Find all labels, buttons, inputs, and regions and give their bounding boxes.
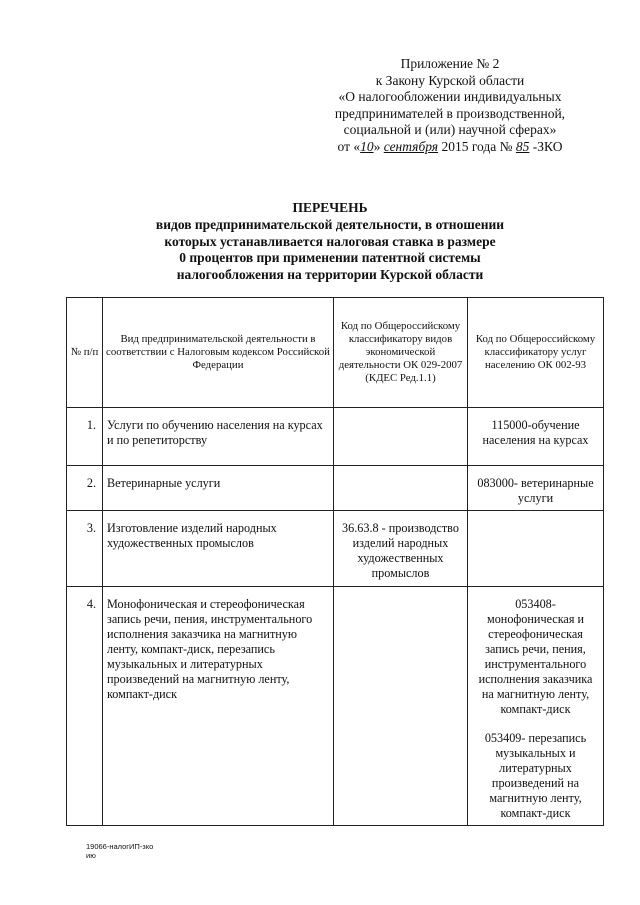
appendix-date-line [300, 139, 600, 156]
appendix-line: предпринимателей в производственной, [334, 105, 566, 121]
row-okun: 083000- ветеринарные услуги [468, 466, 604, 511]
appendix-block [300, 56, 600, 156]
row-okun [468, 511, 604, 587]
title-line: которых устанавливается налоговая ставка в размере [164, 233, 496, 249]
row-num: 3. [67, 511, 103, 587]
header-okun: Код по Общероссийскому классификатору услуг населению ОК 002-93 [468, 298, 604, 408]
row-activity: Монофоническая и стереофоническая запись речи, пения, инструментального исполнения заказчика на магнитную ленту, компакт-диск, перезапись музыкальных и литературных произведений на магнитную ленту, компакт-диск [103, 587, 334, 826]
table-header-row [67, 298, 604, 408]
activities-table [66, 297, 604, 826]
document-title [80, 200, 580, 284]
header-activity: Вид предпринимательской деятельности в соответствии с Налоговым кодексом Российской Федерации [103, 298, 334, 408]
appendix-line: социальной и (или) научной сферах» [343, 122, 557, 138]
row-okun-cell [468, 587, 604, 826]
footer-note [86, 842, 153, 860]
header-okved: Код по Общероссийскому классификатору видов экономической деятельности ОК 029-2007 (КДЕС Ред.1.1) [334, 298, 468, 408]
table-row [67, 587, 604, 826]
date-month: сентября [383, 138, 439, 154]
row-okun-second: 053409- перезапись музыкальных и литературных произведений на магнитную ленту, компакт-диск [484, 731, 587, 820]
date-day: 10 [360, 138, 374, 154]
row-activity: Изготовление изделий народных художественных промыслов [103, 511, 334, 587]
law-suffix: -ЗКО [529, 138, 563, 154]
date-year: 2015 года № [438, 138, 516, 154]
row-num: 4. [67, 587, 103, 826]
row-okved [334, 466, 468, 511]
table-row [67, 408, 604, 466]
row-okved [334, 587, 468, 826]
table-row [67, 511, 604, 587]
row-okun: 115000-обучение населения на курсах [468, 408, 604, 466]
row-okun: 053408- монофоническая и стереофоническая запись речи, пения, инструментального исполнения заказчика на магнитную ленту, компакт-диск [478, 597, 593, 716]
footer-line: ию [86, 851, 96, 860]
row-okved: 36.63.8 - производство изделий народных художественных промыслов [334, 511, 468, 587]
row-okved [334, 408, 468, 466]
title-line: налогообложения на территории Курской области [176, 267, 484, 283]
appendix-line: «О налогообложении индивидуальных [338, 89, 562, 105]
date-prefix: от « [337, 138, 361, 154]
title-heading: ПЕРЕЧЕНЬ [292, 200, 368, 215]
row-activity: Услуги по обучению населения на курсах и по репетиторству [103, 408, 334, 466]
row-activity: Ветеринарные услуги [103, 466, 334, 511]
header-num: № п/п [67, 298, 103, 408]
title-line: видов предпринимательской деятельности, в отношении [155, 216, 505, 232]
date-mid: » [373, 138, 384, 154]
title-line: 0 процентов при применении патентной системы [179, 250, 481, 266]
table-row [67, 466, 604, 511]
appendix-line: Приложение № 2 [400, 56, 500, 71]
row-num: 1. [67, 408, 103, 466]
row-num: 2. [67, 466, 103, 511]
footer-line: 19066-налогИП-зко [86, 842, 154, 851]
appendix-line: к Закону Курской области [375, 72, 525, 88]
law-number: 85 [515, 138, 530, 154]
